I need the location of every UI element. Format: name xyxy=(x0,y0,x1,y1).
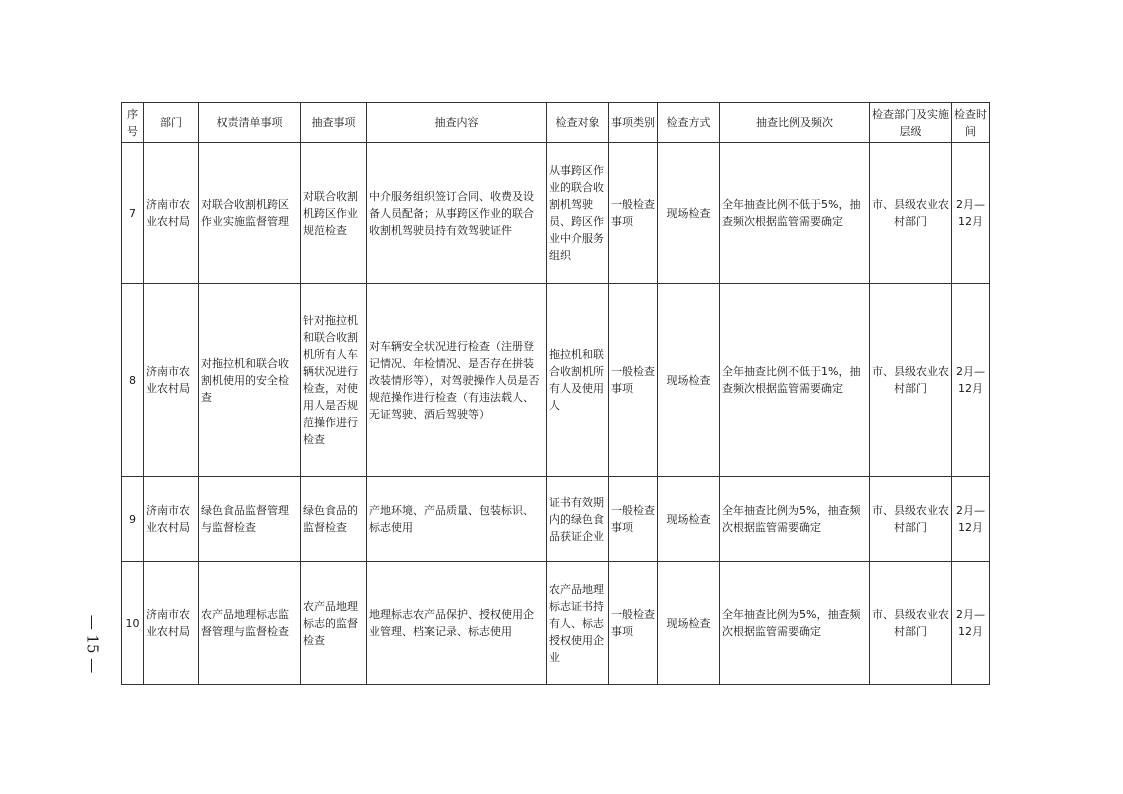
header-dept: 部门 xyxy=(144,103,199,143)
cell-ratio-freq: 全年抽查比例不低于1%，抽查频次根据监管需要确定 xyxy=(720,284,870,477)
cell-method: 现场检查 xyxy=(658,477,720,562)
header-level: 检查部门及实施层级 xyxy=(870,103,952,143)
cell-check-target: 拖拉机和联合收割机所有人及使用人 xyxy=(547,284,609,477)
table-row xyxy=(122,143,990,284)
header-power-item: 权责清单事项 xyxy=(199,103,301,143)
cell-time: 2月—12月 xyxy=(952,477,990,562)
cell-ratio-freq: 全年抽查比例为5%，抽查频次根据监管需要确定 xyxy=(720,562,870,685)
header-check-item: 抽查事项 xyxy=(301,103,367,143)
cell-level: 市、县级农业农村部门 xyxy=(870,477,952,562)
cell-power-item: 对联合收割机跨区作业实施监督管理 xyxy=(199,143,301,284)
cell-power-item: 对拖拉机和联合收割机使用的安全检查 xyxy=(199,284,301,477)
cell-check-content: 地理标志农产品保护、授权使用企业管理、档案记录、标志使用 xyxy=(367,562,547,685)
inspection-table xyxy=(121,102,990,685)
table-row xyxy=(122,477,990,562)
cell-time: 2月—12月 xyxy=(952,562,990,685)
cell-time: 2月—12月 xyxy=(952,143,990,284)
cell-dept: 济南市农业农村局 xyxy=(144,562,199,685)
cell-level: 市、县级农业农村部门 xyxy=(870,562,952,685)
cell-dept: 济南市农业农村局 xyxy=(144,143,199,284)
header-seq: 序号 xyxy=(122,103,144,143)
cell-dept: 济南市农业农村局 xyxy=(144,284,199,477)
cell-ratio-freq: 全年抽查比例不低于5%，抽查频次根据监管需要确定 xyxy=(720,143,870,284)
cell-power-item: 农产品地理标志监督管理与监督检查 xyxy=(199,562,301,685)
cell-item-type: 一般检查事项 xyxy=(609,562,658,685)
header-check-target: 检查对象 xyxy=(547,103,609,143)
table-header-row xyxy=(122,103,990,143)
cell-check-target: 农产品地理标志证书持有人、标志授权使用企业 xyxy=(547,562,609,685)
cell-check-item: 针对拖拉机和联合收割机所有人车辆状况进行检查，对使用人是否规范操作进行检查 xyxy=(301,284,367,477)
cell-check-target: 从事跨区作业的联合收割机驾驶员、跨区作业中介服务组织 xyxy=(547,143,609,284)
cell-method: 现场检查 xyxy=(658,143,720,284)
cell-check-content: 对车辆安全状况进行检查（注册登记情况、年检情况、是否存在拼装改装情形等），对驾驶操作人员是否规范操作进行检查（有违法载人、无证驾驶、酒后驾驶等） xyxy=(367,284,547,477)
cell-item-type: 一般检查事项 xyxy=(609,477,658,562)
page-number: — 15 — xyxy=(83,614,101,674)
table-row xyxy=(122,284,990,477)
cell-check-item: 对联合收割机跨区作业规范检查 xyxy=(301,143,367,284)
cell-check-item: 绿色食品的监督检查 xyxy=(301,477,367,562)
header-method: 检查方式 xyxy=(658,103,720,143)
cell-time: 2月—12月 xyxy=(952,284,990,477)
cell-seq: 7 xyxy=(122,143,144,284)
header-item-type: 事项类别 xyxy=(609,103,658,143)
cell-seq: 8 xyxy=(122,284,144,477)
cell-item-type: 一般检查事项 xyxy=(609,284,658,477)
cell-check-content: 中介服务组织签订合同、收费及设备人员配备；从事跨区作业的联合收割机驾驶员持有效驾驶证件 xyxy=(367,143,547,284)
cell-check-target: 证书有效期内的绿色食品获证企业 xyxy=(547,477,609,562)
cell-check-content: 产地环境、产品质量、包装标识、标志使用 xyxy=(367,477,547,562)
cell-check-item: 农产品地理标志的监督检查 xyxy=(301,562,367,685)
page-number-container xyxy=(78,606,106,682)
cell-dept: 济南市农业农村局 xyxy=(144,477,199,562)
cell-method: 现场检查 xyxy=(658,284,720,477)
header-ratio-freq: 抽查比例及频次 xyxy=(720,103,870,143)
cell-seq: 10 xyxy=(122,562,144,685)
cell-ratio-freq: 全年抽查比例为5%，抽查频次根据监管需要确定 xyxy=(720,477,870,562)
cell-seq: 9 xyxy=(122,477,144,562)
header-check-content: 抽查内容 xyxy=(367,103,547,143)
table-row xyxy=(122,562,990,685)
cell-item-type: 一般检查事项 xyxy=(609,143,658,284)
header-time: 检查时间 xyxy=(952,103,990,143)
cell-method: 现场检查 xyxy=(658,562,720,685)
cell-power-item: 绿色食品监督管理与监督检查 xyxy=(199,477,301,562)
cell-level: 市、县级农业农村部门 xyxy=(870,143,952,284)
cell-level: 市、县级农业农村部门 xyxy=(870,284,952,477)
